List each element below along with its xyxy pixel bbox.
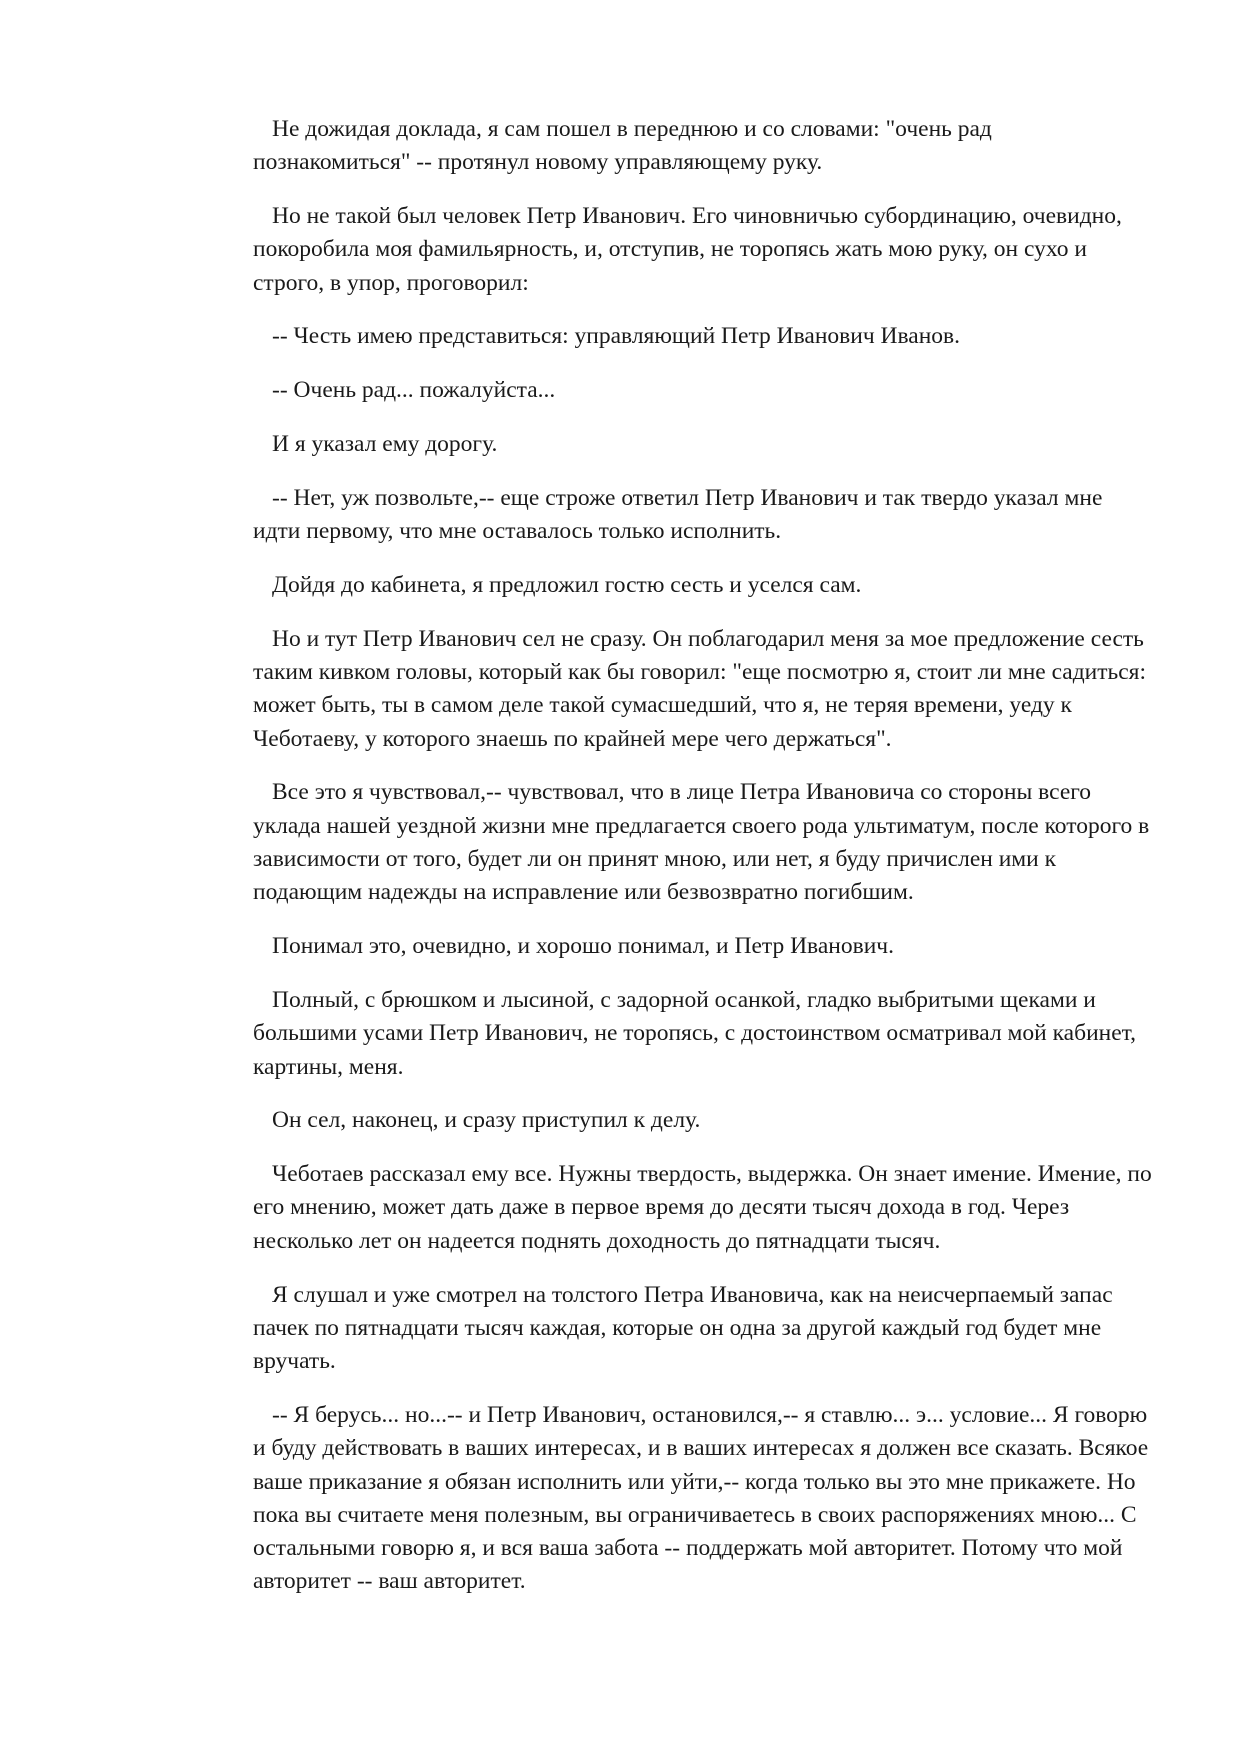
paragraph: -- Очень рад... пожалуйста... <box>272 377 556 404</box>
paragraph: -- Честь имею представиться: управляющий Петр Иванович Иванов. <box>272 323 960 350</box>
paragraph: Чеботаев рассказал ему все. Нужны твердость, выдержка. Он знает имение. Имение, по его мнению, может дать даже в первое время до десяти тысяч дохода в год. Через несколько лет он надеется поднять доходность до пятнадцати тысяч. <box>253 1161 1152 1254</box>
paragraph: Дойдя до кабинета, я предложил гостю сесть и уселся сам. <box>272 571 862 598</box>
paragraph: Я слушал и уже смотрел на толстого Петра Ивановича, как на неисчерпаемый запас пачек по пятнадцати тысяч каждая, которые он одна за другой каждый год будет мне вручать. <box>253 1281 1113 1375</box>
paragraph: Но не такой был человек Петр Иванович. Его чиновничью субординацию, очевидно, покоробила моя фамильярность, и, отступив, не торопясь жать мою руку, он сухо и строго, в упор, проговорил: <box>253 203 1122 296</box>
paragraph: Не дожидая доклада, я сам пошел в переднюю и со словами: "очень рад познакомиться" -- протянул новому управляющему руку. <box>253 116 992 176</box>
paragraph: Полный, с брюшком и лысиной, с задорной осанкой, гладко выбритыми щеками и большими усами Петр Иванович, не торопясь, с достоинством осматривал мой кабинет, картины, меня. <box>253 986 1137 1080</box>
paragraph: -- Нет, уж позвольте,-- еще строже ответил Петр Иванович и так твердо указал мне идти первому, что мне оставалось только исполнить. <box>253 484 1103 545</box>
paragraph: И я указал ему дорогу. <box>272 431 498 458</box>
paragraph: Но и тут Петр Иванович сел не сразу. Он поблагодарил меня за мое предложение сесть таким кивком головы, который как бы говорил: "еще посмотрю я, стоит ли мне садиться: может быть, ты в самом деле такой сумасшедший, что я, не теряя времени, уеду к Чеботаеву, у которого знаешь по крайней мере чего держаться". <box>253 625 1147 752</box>
paragraph: -- Я берусь... но...-- и Петр Иванович, остановился,-- я ставлю... э... условие... Я говорю и буду действовать в ваших интересах, и в ваших интересах я должен все сказать. Всякое ваше приказание я обязан исполнить или уйти,-- когда только вы это мне прикажете. Но пока вы считаете меня полезным, вы ограничиваетесь в своих распоряжениях мною... С остальными говорю я, и вся ваша забота -- поддержать мой авторитет. Потому что мой авторитет -- ваш авторитет. <box>253 1401 1149 1595</box>
document-page <box>253 113 1153 1619</box>
paragraph: Понимал это, очевидно, и хорошо понимал, и Петр Иванович. <box>272 933 894 960</box>
paragraph: Он сел, наконец, и сразу приступил к делу. <box>272 1107 701 1134</box>
paragraph: Все это я чувствовал,-- чувствовал, что в лице Петра Ивановича со стороны всего уклада нашей уездной жизни мне предлагается своего рода ультиматум, после которого в зависимости от того, будет ли он принят мною, или нет, я буду причислен ими к подающим надежды на исправление или безвозвратно погибшим. <box>253 779 1150 906</box>
